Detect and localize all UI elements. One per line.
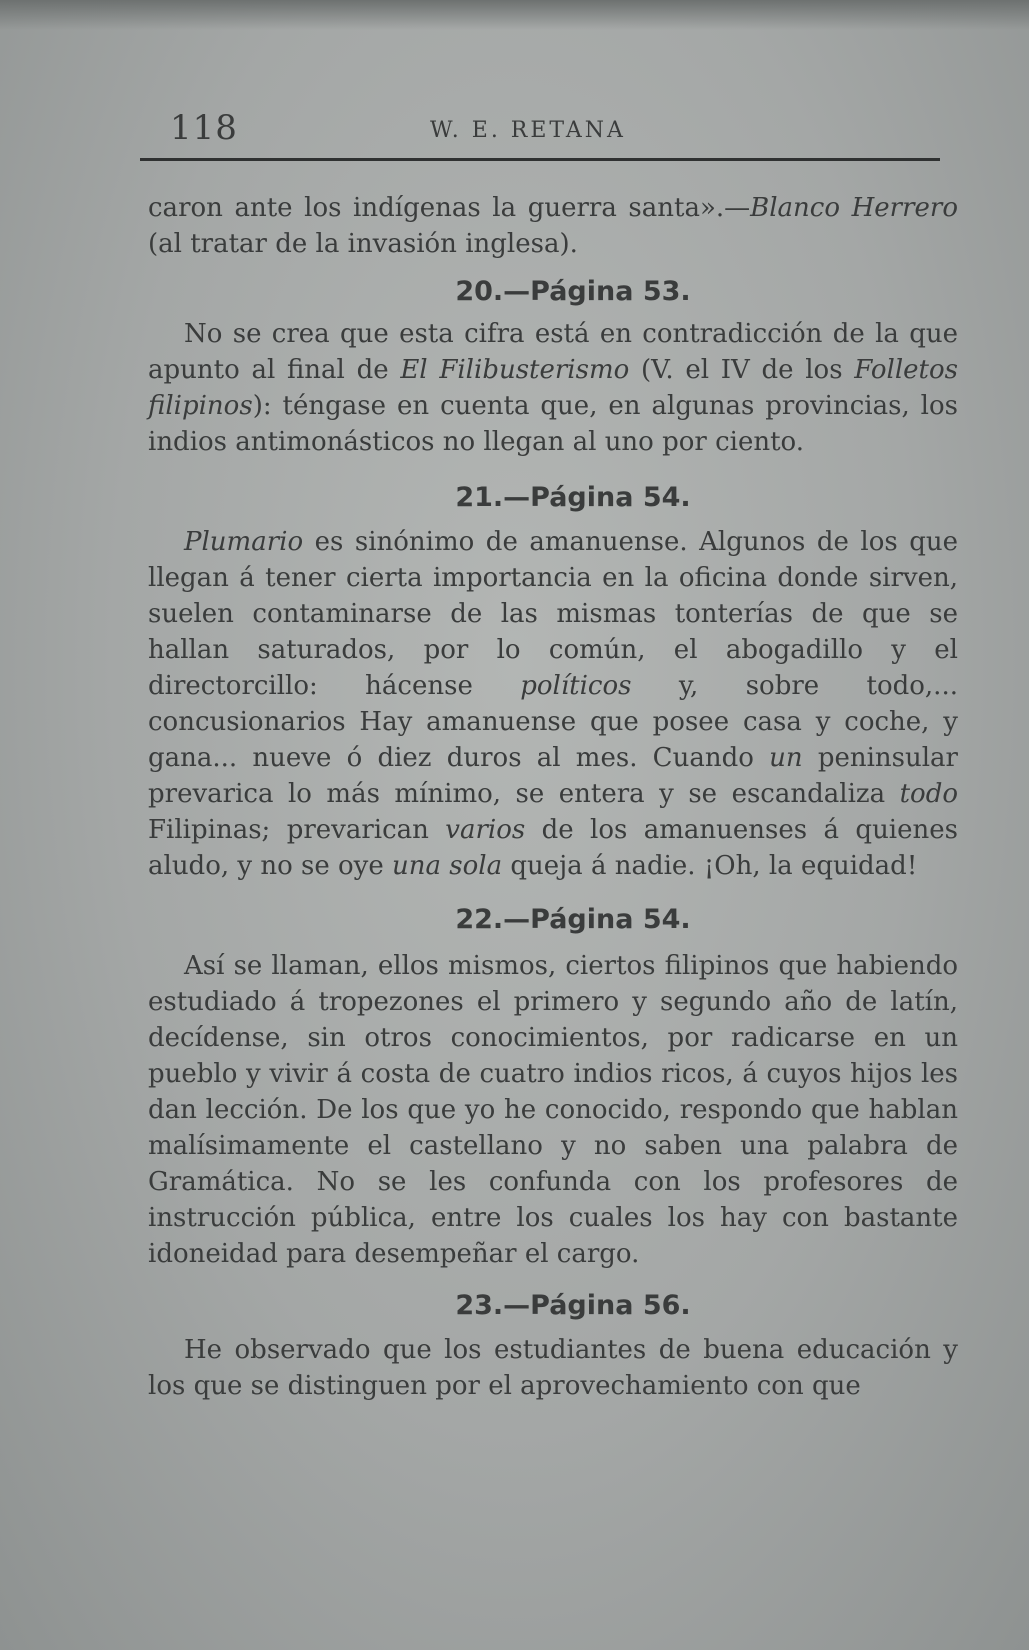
- page-header: [140, 108, 940, 158]
- note-paragraph-23: He observado que los estudiantes de buena educación y los que se distinguen por el aprovechamiento con que: [148, 1335, 958, 1401]
- note-paragraph-22: Así se llaman, ellos mismos, ciertos filipinos que habiendo estudiado á tropezones el primero y segundo año de latín, decídense, sin otros conocimientos, por radicarse en un pueblo y vivir á costa de cuatro indios ricos, á cuyos hijos les dan lección. De los que yo he conocido, respondo que hablan malísimamente el castellano y no saben una palabra de Gramática. No se les confunda con los profesores de instrucción pública, entre los cuales los hay con bastante idoneidad para desempeñar el cargo.: [148, 951, 958, 1269]
- citation: Blanco Herrero: [750, 193, 958, 223]
- note-heading-20: 20.—Página 53.: [455, 276, 691, 307]
- note-heading-23: 23.—Página 56.: [455, 1290, 691, 1321]
- body-text: [148, 190, 958, 1404]
- page-number: 118: [170, 108, 238, 148]
- note-paragraph-20: No se crea que esta cifra está en contradicción de la que apunto al final de El Filibusterismo (V. el IV de los Folletos filipinos): téngase en cuenta que, en algunas provincias, los indios antimonásticos no llegan al uno por ciento.: [148, 319, 958, 457]
- note-heading-22: 22.—Página 54.: [455, 904, 691, 935]
- header-rule: [140, 158, 940, 161]
- intro-paragraph: caron ante los indígenas la guerra santa».—Blanco Herrero (al tratar de la invasión inglesa).: [148, 193, 958, 259]
- note-heading-21: 21.—Página 54.: [455, 482, 691, 513]
- page-top-shadow: [0, 0, 1029, 30]
- running-head: W. E. RETANA: [430, 118, 626, 143]
- note-paragraph-21: Plumario es sinónimo de amanuense. Algunos de los que llegan á tener cierta importancia en la oficina donde sirven, suelen contaminarse de las mismas tonterías de que se hallan saturados, por lo común, el abogadillo y el directorcillo: hácense políticos y, sobre todo,... concusionarios Hay amanuense que posee casa y coche, y gana... nueve ó diez duros al mes. Cuando un peninsular prevarica lo más mínimo, se entera y se escandaliza todo Filipinas; prevarican varios de los amanuenses á quienes aludo, y no se oye una sola queja á nadie. ¡Oh, la equidad!: [148, 527, 958, 881]
